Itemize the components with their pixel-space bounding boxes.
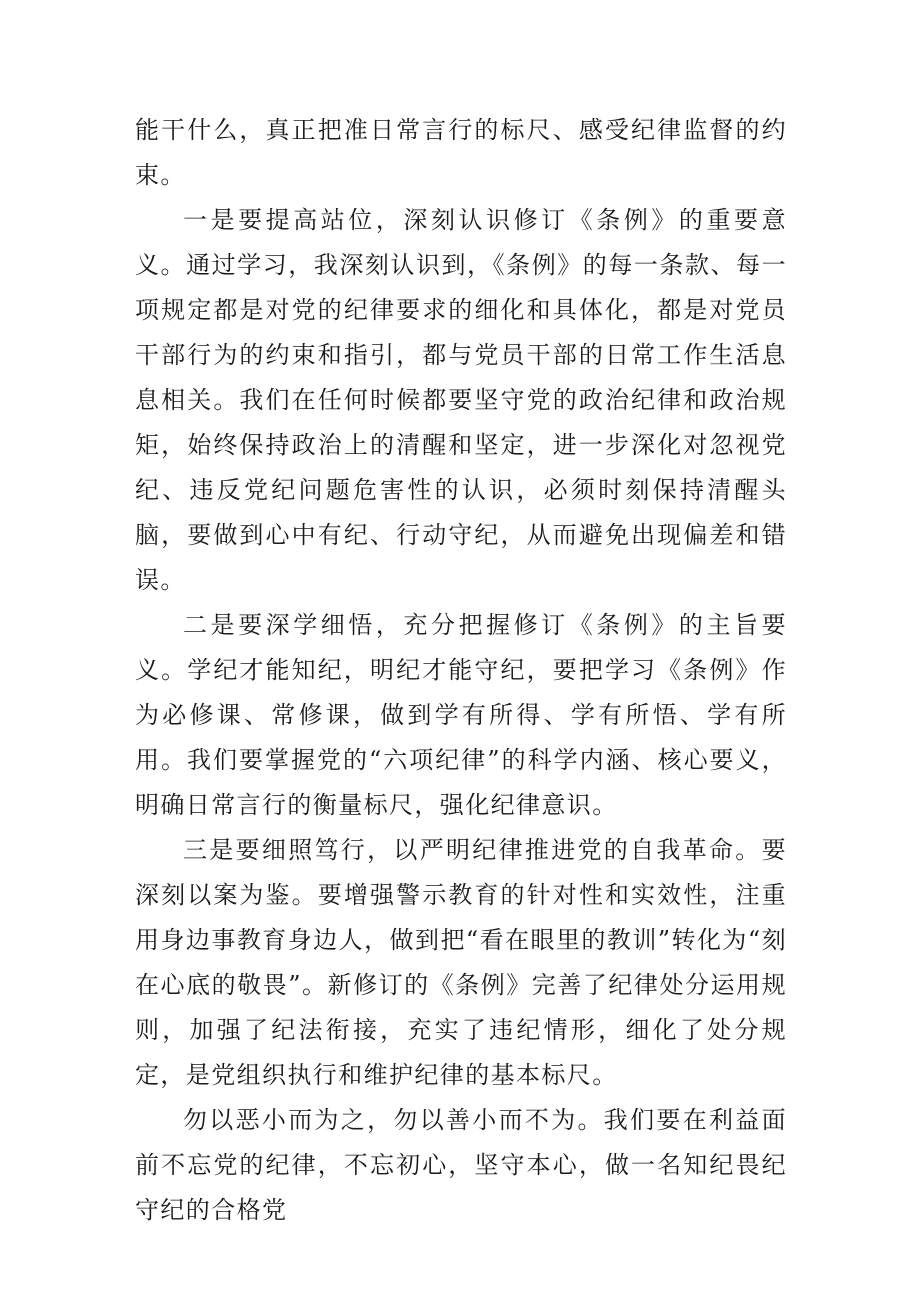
paragraph-closing: 勿以恶小而为之，勿以善小而不为。我们要在利益面前不忘党的纪律，不忘初心，坚守本心，做一名知纪畏纪守纪的合格党 xyxy=(135,1106,787,1224)
paragraph-one-raise-stance: 一是要提高站位，深刻认识修订《条例》的重要意义。通过学习，我深刻认识到，《条例》的每一条款、每一项规定都是对党的纪律要求的细化和具体化，都是对党员干部行为的约束和指引，都与党员干部的日常工作生活息息相关。我们在任何时候都要坚守党的政治纪律和政治规矩，始终保持政治上的清醒和坚定，进一步深化对忽视党纪、违反党纪问题危害性的认识，必须时刻保持清醒头脑，要做到心中有纪、行动守纪，从而避免出现偏差和错误。 xyxy=(135,206,787,594)
paragraph-three-practice: 三是要细照笃行，以严明纪律推进党的自我革命。要深刻以案为鉴。要增强警示教育的针对性和实效性，注重用身边事教育身边人，做到把“看在眼里的教训”转化为“刻在心底的敬畏”。新修订的《条例》完善了纪律处分运用规则，加强了纪法衔接，充实了违纪情形，细化了处分规定，是党组织执行和维护纪律的基本标尺。 xyxy=(135,836,787,1089)
paragraph-two-deep-study: 二是要深学细悟，充分把握修订《条例》的主旨要义。学纪才能知纪，明纪才能守纪，要把学习《条例》作为必修课、常修课，做到学有所得、学有所悟、学有所用。我们要掌握党的“六项纪律”的科学内涵、核心要义，明确日常言行的衡量标尺，强化纪律意识。 xyxy=(135,611,787,819)
paragraph-continuation: 能干什么，真正把准日常言行的标尺、感受纪律监督的约束。 xyxy=(135,116,787,189)
document-body xyxy=(135,108,787,1233)
